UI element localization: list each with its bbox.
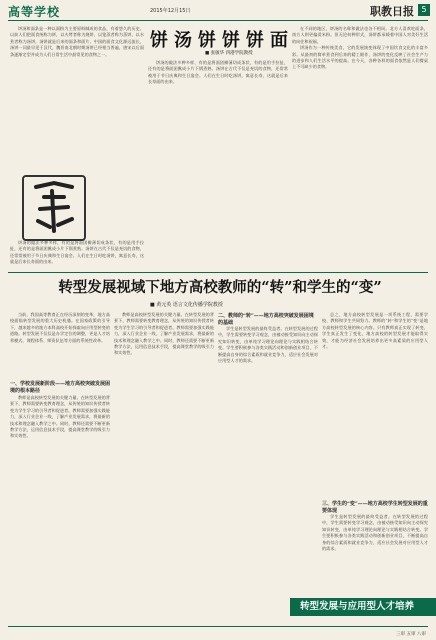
footer-editors: 三审 五审 八审 [396,632,426,637]
article2-col3 [218,326,318,625]
article1-col-mid [148,60,288,270]
section-title: 职教日报 [370,5,414,18]
article2-text-col1: 当前，我国高等教育正在经历深刻的变革，地方高校面临转型发展的重大历史机遇。在国家政策的引导下，越来越多的地方本科高校开始探索向应用型转变的道路。转型发展不仅仅是办学定位的调整，更是人才培养模式、课程体系、师资队伍等方面的系统性改革。 [10,312,110,343]
article2-text-col3: 学生是转型发展的最终受益者。在转型发展的过程中，学生需要转变学习观念，由被动接受知识向主动探究知识转变，由单纯学习理论向理论与实践相结合转变。学生要积极参与各类实践活动和创新创业项目，不断提高自身的综合素质和就业竞争力，适应社会发展对应用型人才的需求。 [218,326,318,364]
publication-name: 高等学校 [8,5,61,19]
article2-text-col2: 教师是高校转型发展的关键力量。在转型发展的背景下，教师需要转变教育理念，从传统的知识传授者转变为学生学习的引导者和促进者。教师需要加强实践能力，深入行业企业一线，了解产业发展需求，将最新的技术和理念融入教学之中。同时，教师还需要不断更新教学方法，运用信息技术手段，提高课堂教学的吸引力和实效性。 [114,312,214,356]
article1-text-mid: 饼汤的做法多种多样，有的是将面团擀薄切成条状，有的是用手拉扯，还有的是将面团揪成小片下锅煮熟。汤饼在古代不仅是充饥的食物，还常常被用于节日庆典和生日宴会。人们在生日时吃汤饼，寓意长寿，这就是后来长寿面的由来。 [148,60,288,85]
page-number: 5 [418,4,430,16]
article2-text-col1-lower: 教师是高校转型发展的关键力量。在转型发展的背景下，教师需要转变教育理念，从传统的知识传授者转变为学生学习的引导者和促进者。教师需要加强实践能力，深入行业企业一线，了解产业发展需求，将最新的技术和理念融入教学之中。同时，教师还需要不断更新教学方法，运用信息技术手段，提高课堂教学的吸引力和实效性。 [10,395,110,439]
article2-col4 [322,312,428,492]
article1-col-left [10,26,144,174]
article1-text-right2: 饼汤作为一种传统美食，它的发展演变体现了中国饮食文化的丰富多彩。从最初的简单煮食到后来的精工细作，汤饼的变化反映了社会生产力的进步和人们生活水平的提高。在今天，各种各样的面食依然是人们餐桌上不可缺少的食物。 [292,45,428,70]
article2-col1 [10,312,110,376]
article1-title: 饼汤饼饼饼面 [150,30,294,51]
header-rule [8,20,428,21]
article2-subhead3: 三、学生的“变”——地方高校学生转型发展的重要体现 [322,501,428,514]
section-divider [8,272,428,273]
article2-byline: ■ 黄元英 语言文化传播学院教授 [150,302,223,308]
article2-col1-lower [10,395,110,625]
article2-text-col4-lower: 学生是转型发展的最终受益者。在转型发展的过程中，学生需要转变学习观念，由被动接受知识向主动探究知识转变，由单纯学习理论向理论与实践相结合转变。学生要积极参与各类实践活动和创新创业项目，不断提高自身的综合素质和就业竞争力，适应社会发展对应用型人才的需求。 [322,514,428,552]
article1-byline: ■ 张敏华 四港学院教授 [205,51,253,56]
article1-text-leftbottom: 饼汤的做法多种多样，有的是将面团擀薄切成条状，有的是用手拉扯，还有的是将面团揪成小片下锅煮熟。汤饼在古代不仅是充饥的食物，还常常被用于节日庆典和生日宴会。人们在生日时吃汤饼，寓意长寿，这就是后来长寿面的由来。 [10,240,144,265]
page-footer [0,628,436,640]
article2-title: 转型发展视域下地方高校教师的“转”和学生的“变” [58,279,382,296]
footer-rule [8,626,428,627]
article2-text-col4: 总之，地方高校转型发展是一项系统工程，需要学校、教师和学生共同努力。教师的“转”和学生的“变”是地方高校转型发展的核心内容。只有教师真正实现了转变，学生真正发生了变化，地方高校的转型发展才能取得实效，才能为经济社会发展培养出更多高素质的应用型人才。 [322,312,428,350]
topic-banner-text: 转型发展与应用型人才培养 [300,601,415,612]
issue-date: 2015年12月15日 [150,8,191,14]
article2-subhead2: 二、教师的“转”——地方高校突破发展困境的基础 [218,313,314,326]
article2-col2 [114,312,214,625]
calligraphy-seal-icon [22,175,86,241]
article2-subhead1: 一、学校发展新阶段——地方高校突破发展困境的根本路径 [10,381,111,394]
article1-text-right1: 在不同的地区，饼汤的名称和做法也各不相同。北方人喜欢吃面条，南方人则更偏爱米粉。但无论何种形式，汤饼都承载着中国人对美好生活的向往和祝福。 [292,26,428,44]
article1-col-left-bottom [10,240,144,268]
article1-text-left: 饼汤和面条是一种以面粉为主要原料制成的食品，有着悠久的历史。以前人们把面食统称为饼，以火烤者称为烧饼，以笼蒸者称为蒸饼，以水煮者称为汤饼。汤饼就是后来的面条和面片。中国的面食文化源远流长，汤饼一词最早见于汉代，魏晋南北朝时期汤饼已经相当普遍，唐宋以后面条逐渐定型并成为人们日常生活中最常见的食物之一。 [10,26,144,57]
article1-col-right [292,26,428,270]
page-header [0,0,436,20]
topic-banner [290,598,436,616]
article2-col4-lower [322,514,428,594]
